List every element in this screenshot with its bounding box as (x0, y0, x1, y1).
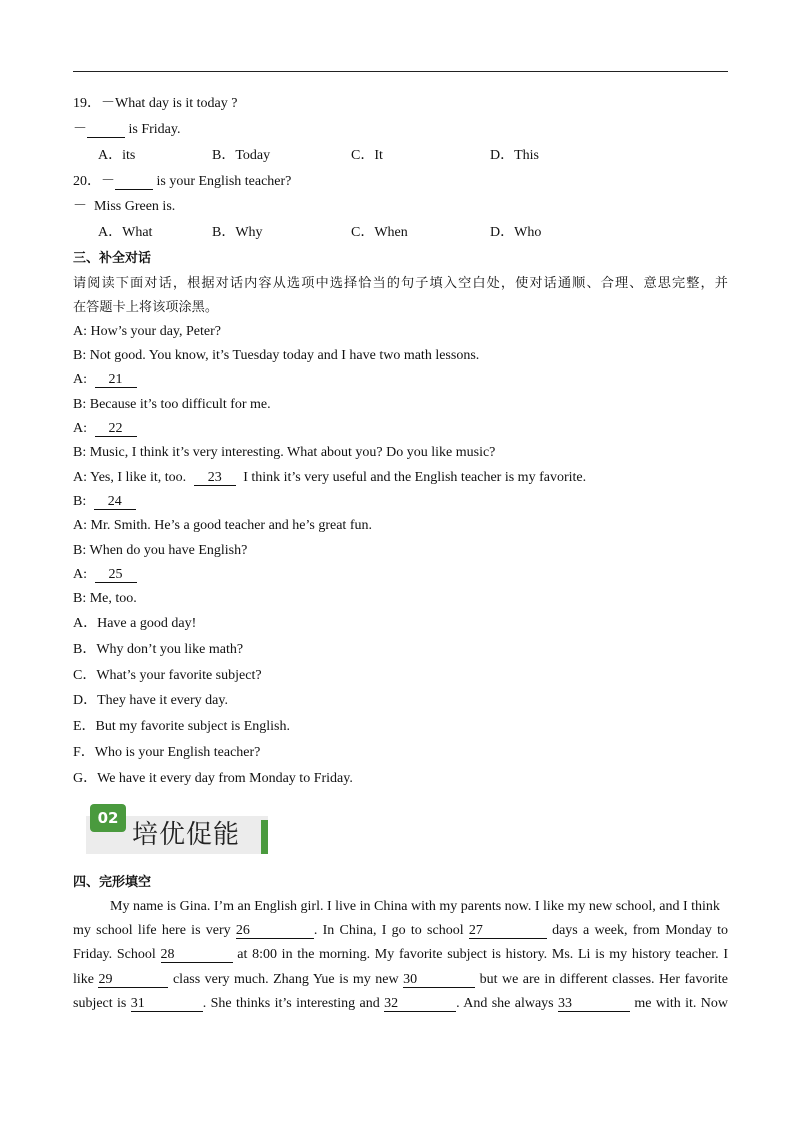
q20-prompt (73, 173, 291, 191)
q19-option-a[interactable]: A．its (98, 148, 136, 163)
choice-e[interactable]: E．But my favorite subject is English. (73, 719, 290, 734)
q19-answer-rest: is Friday. (128, 122, 181, 137)
dialog-line-10: B: When do you have English? (73, 543, 248, 558)
blank-32[interactable]: 32 (384, 996, 456, 1012)
cloze-line-2 (73, 922, 728, 940)
q19-option-c[interactable]: C．It (351, 148, 383, 163)
banner-title: 培优促能 (132, 820, 241, 850)
blank-29[interactable]: 29 (98, 972, 168, 988)
q20-option-c[interactable]: C．When (351, 225, 408, 240)
q19-option-d[interactable]: D．This (490, 148, 539, 163)
q19-answer-line (73, 121, 180, 139)
q20-answer: － Miss Green is. (73, 199, 176, 214)
cloze-line-4 (73, 971, 728, 989)
speaker-label: A: (73, 372, 87, 387)
blank-31[interactable]: 31 (131, 996, 203, 1012)
speaker-label: A: (73, 567, 87, 582)
cloze-line-3 (73, 946, 728, 964)
blank-23[interactable]: 23 (194, 470, 236, 486)
cloze-text: days a week, from Monday to (552, 923, 728, 938)
cloze-text: my school life here is very (73, 923, 231, 938)
cloze-line-1: My name is Gina. I’m an English girl. I live in China with my parents now. I like my new school, and I think (110, 899, 720, 914)
cloze-text: at 8:00 in the morning. My favorite subject is history. Ms. Li is my history teacher. I (237, 947, 728, 962)
cloze-text: class very much. Zhang Yue is my new (172, 972, 399, 987)
q20-option-a[interactable]: A．What (98, 225, 153, 240)
section3-instruction-1: 请阅读下面对话，根据对话内容从选项中选择恰当的句子填入空白处，使对话通顺、合理、意思完整，并 (73, 276, 728, 291)
cloze-text: Friday. School (73, 947, 156, 962)
choice-a[interactable]: A．Have a good day! (73, 616, 197, 631)
choice-f[interactable]: F．Who is your English teacher? (73, 745, 261, 760)
cloze-text: . And she always (456, 996, 554, 1011)
q20-prompt-rest: is your English teacher? (156, 174, 292, 189)
choice-d[interactable]: D．They have it every day. (73, 693, 228, 708)
speaker-label: A: (73, 421, 87, 436)
section-banner (86, 800, 268, 854)
q20-option-d[interactable]: D．Who (490, 225, 542, 240)
blank-27[interactable]: 27 (469, 923, 547, 939)
dialog-line-9: A: Mr. Smith. He’s a good teacher and he’s great fun. (73, 518, 372, 533)
q19-blank[interactable] (87, 122, 125, 138)
blank-33[interactable]: 33 (558, 996, 630, 1012)
dialog-line-12: B: Me, too. (73, 591, 137, 606)
dialog-line-5 (73, 420, 137, 438)
blank-22[interactable]: 22 (95, 421, 137, 437)
dialog-line-8 (73, 493, 136, 511)
cloze-text: . In China, I go to school (313, 923, 464, 938)
blank-21[interactable]: 21 (95, 372, 137, 388)
dialog-line-1: A: How’s your day, Peter? (73, 324, 222, 339)
dialog-line-7 (73, 469, 586, 487)
q20-option-b[interactable]: B．Why (212, 225, 263, 240)
q20-blank[interactable] (115, 174, 153, 190)
cloze-text: subject is (73, 996, 127, 1011)
banner-tag: 02 (90, 804, 126, 832)
section4-heading: 四、完形填空 (73, 875, 152, 890)
q19-option-b[interactable]: B．Today (212, 148, 271, 163)
section3-heading: 三、补全对话 (73, 251, 152, 266)
blank-30[interactable]: 30 (403, 972, 475, 988)
cloze-text: but we are in different classes. Her favorite (479, 972, 729, 987)
cloze-text: me with it. Now (634, 996, 728, 1011)
choice-b[interactable]: B．Why don’t you like math? (73, 642, 244, 657)
section3-instruction-2: 在答题卡上将该项涂黑。 (73, 300, 219, 315)
cloze-text: . She thinks it’s interesting and (202, 996, 380, 1011)
cloze-line-5 (73, 995, 728, 1013)
blank-28[interactable]: 28 (161, 947, 233, 963)
dialog-line-6: B: Music, I think it’s very interesting. What about you? Do you like music? (73, 445, 496, 460)
dialog-line-7-rest: I think it’s very useful and the English teacher is my favorite. (243, 470, 587, 485)
speaker-label: B: (73, 494, 87, 509)
dialog-line-11 (73, 566, 137, 584)
blank-26[interactable]: 26 (236, 923, 314, 939)
dialog-line-7-prefix: A: Yes, I like it, too. (73, 470, 187, 485)
choice-c[interactable]: C．What’s your favorite subject? (73, 668, 262, 683)
choice-g[interactable]: G．We have it every day from Monday to Friday. (73, 771, 353, 786)
blank-24[interactable]: 24 (94, 494, 136, 510)
q19-dash: － (73, 122, 87, 137)
q20-prompt-lead: 20．－ (73, 174, 115, 189)
banner-accent-bar (261, 820, 268, 854)
q19-prompt: 19．－What day is it today ? (73, 96, 238, 111)
blank-25[interactable]: 25 (95, 567, 137, 583)
dialog-line-4: B: Because it’s too difficult for me. (73, 397, 271, 412)
header-rule (73, 71, 728, 72)
dialog-line-2: B: Not good. You know, it’s Tuesday today and I have two math lessons. (73, 348, 480, 363)
dialog-line-3 (73, 371, 137, 389)
cloze-text: like (73, 972, 94, 987)
